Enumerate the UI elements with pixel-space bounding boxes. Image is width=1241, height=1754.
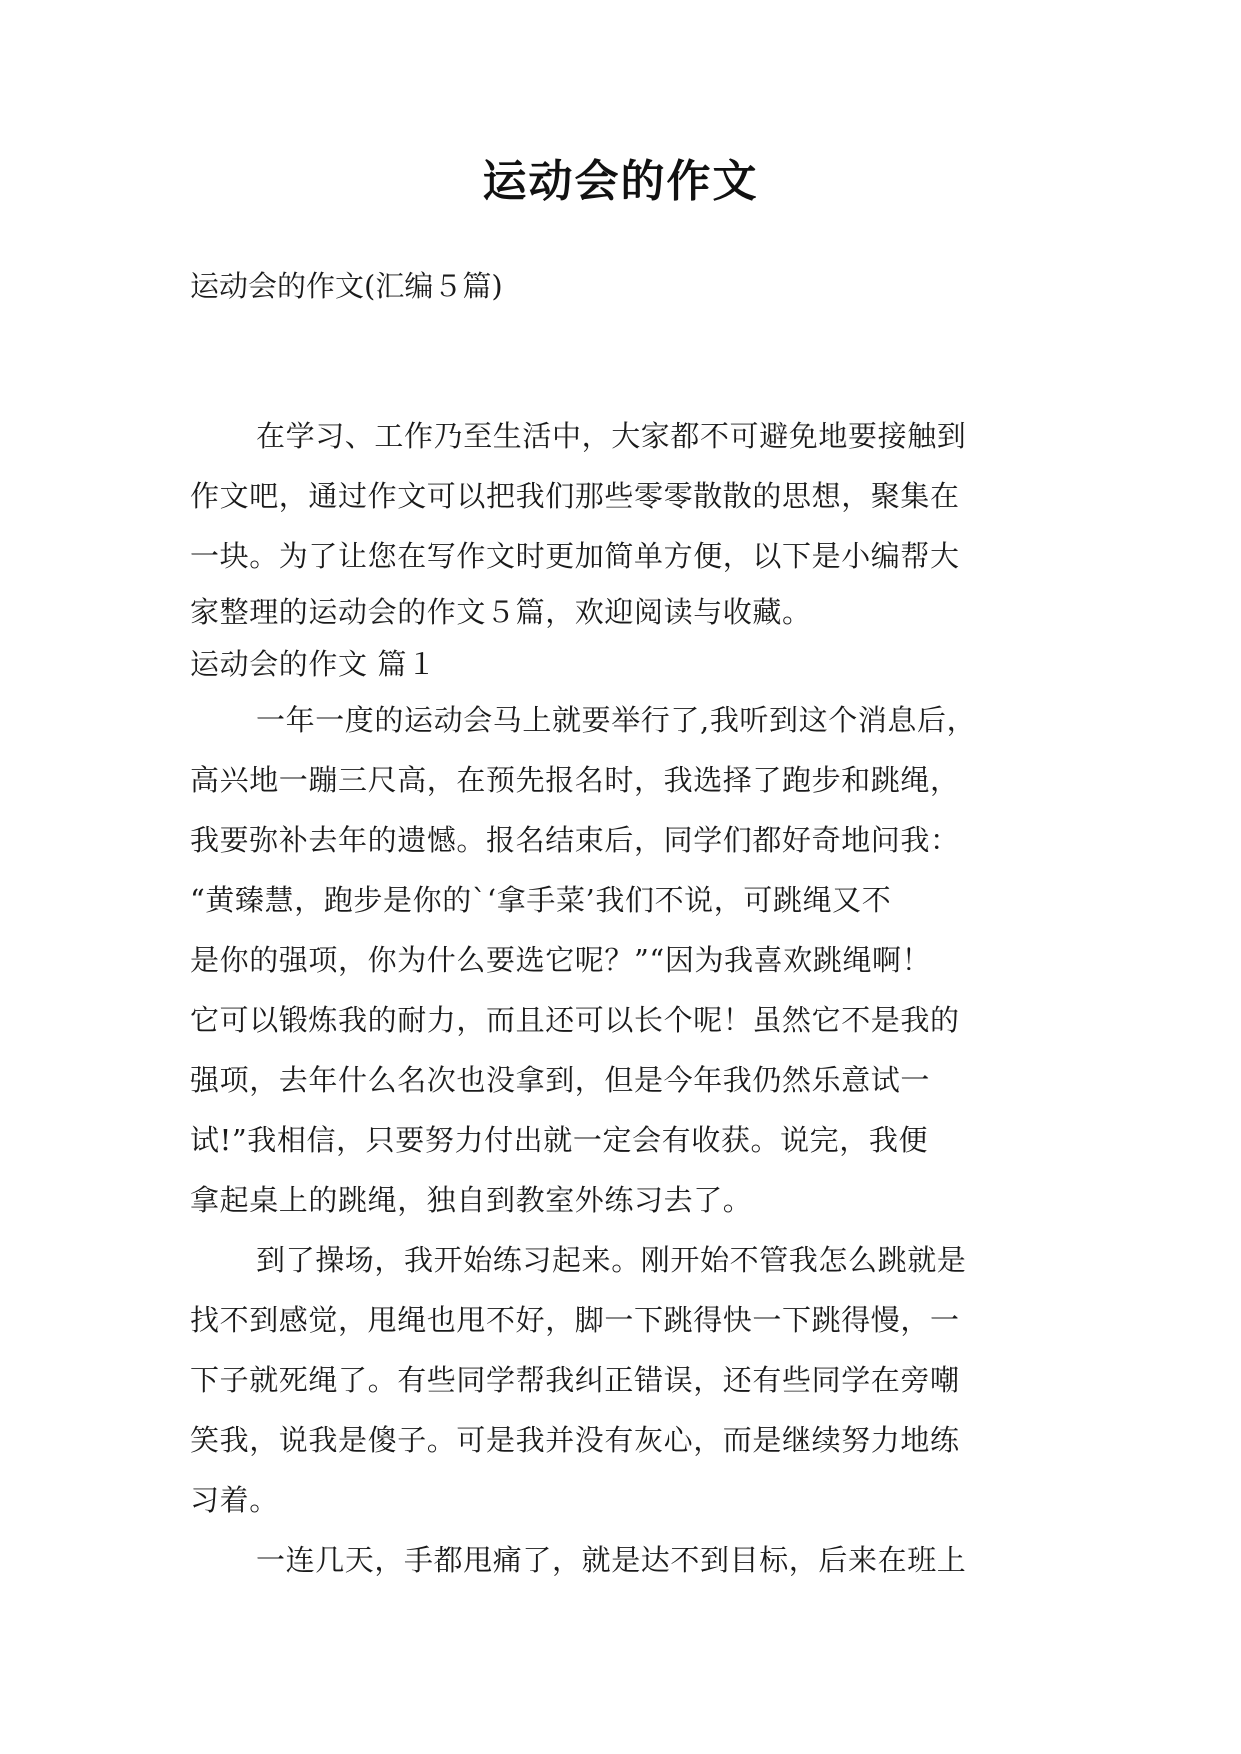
paragraph-line: 一年一度的运动会马上就要举行了,我听到这个消息后，: [256, 703, 977, 737]
document-body: [190, 406, 1052, 1590]
paragraph-line: 笑我，说我是傻子。可是我并没有灰心，而是继续努力地练: [190, 1423, 960, 1457]
paragraph-line: “黄臻慧，跑步是你的`‘拿手菜’我们不说，可跳绳又不: [190, 883, 892, 917]
paragraph-line: 试!”我相信，只要努力付出就一定会有收获。说完，我便: [190, 1123, 929, 1157]
paragraph-line: 习着。: [190, 1483, 279, 1517]
paragraph-line: 作文吧，通过作文可以把我们那些零零散散的思想，聚集在: [190, 479, 960, 513]
paragraph-line: 我要弥补去年的遗憾。报名结束后，同学们都好奇地问我：: [190, 823, 960, 857]
section-heading: 运动会的作文 篇１: [190, 647, 437, 681]
paragraph-line: 家整理的运动会的作文５篇，欢迎阅读与收藏。: [190, 595, 812, 629]
paragraph-line: 高兴地一蹦三尺高，在预先报名时，我选择了跑步和跳绳，: [190, 763, 960, 797]
paragraph-line: 下子就死绳了。有些同学帮我纠正错误，还有些同学在旁嘲: [190, 1363, 960, 1397]
paragraph-line: 强项，去年什么名次也没拿到，但是今年我仍然乐意试一: [190, 1063, 931, 1097]
paragraph-line: 拿起桌上的跳绳，独自到教室外练习去了。: [190, 1183, 753, 1217]
paragraph-line: 一连几天，手都甩痛了，就是达不到目标，后来在班上: [256, 1543, 967, 1577]
document-subtitle: 运动会的作文(汇编５篇): [190, 269, 503, 303]
paragraph-line: 找不到感觉，甩绳也甩不好，脚一下跳得快一下跳得慢，一: [190, 1303, 960, 1337]
paragraph-line: 它可以锻炼我的耐力，而且还可以长个呢！虽然它不是我的: [190, 1003, 960, 1037]
paragraph-line: 在学习、工作乃至生活中，大家都不可避免地要接触到: [256, 419, 967, 453]
paragraph-line: 是你的强项，你为什么要选它呢？”“因为我喜欢跳绳啊！: [190, 943, 932, 977]
paragraph-line: 一块。为了让您在写作文时更加简单方便，以下是小编帮大: [190, 539, 960, 573]
document-title: 运动会的作文: [482, 156, 759, 207]
paragraph-line: 到了操场，我开始练习起来。刚开始不管我怎么跳就是: [256, 1243, 967, 1277]
